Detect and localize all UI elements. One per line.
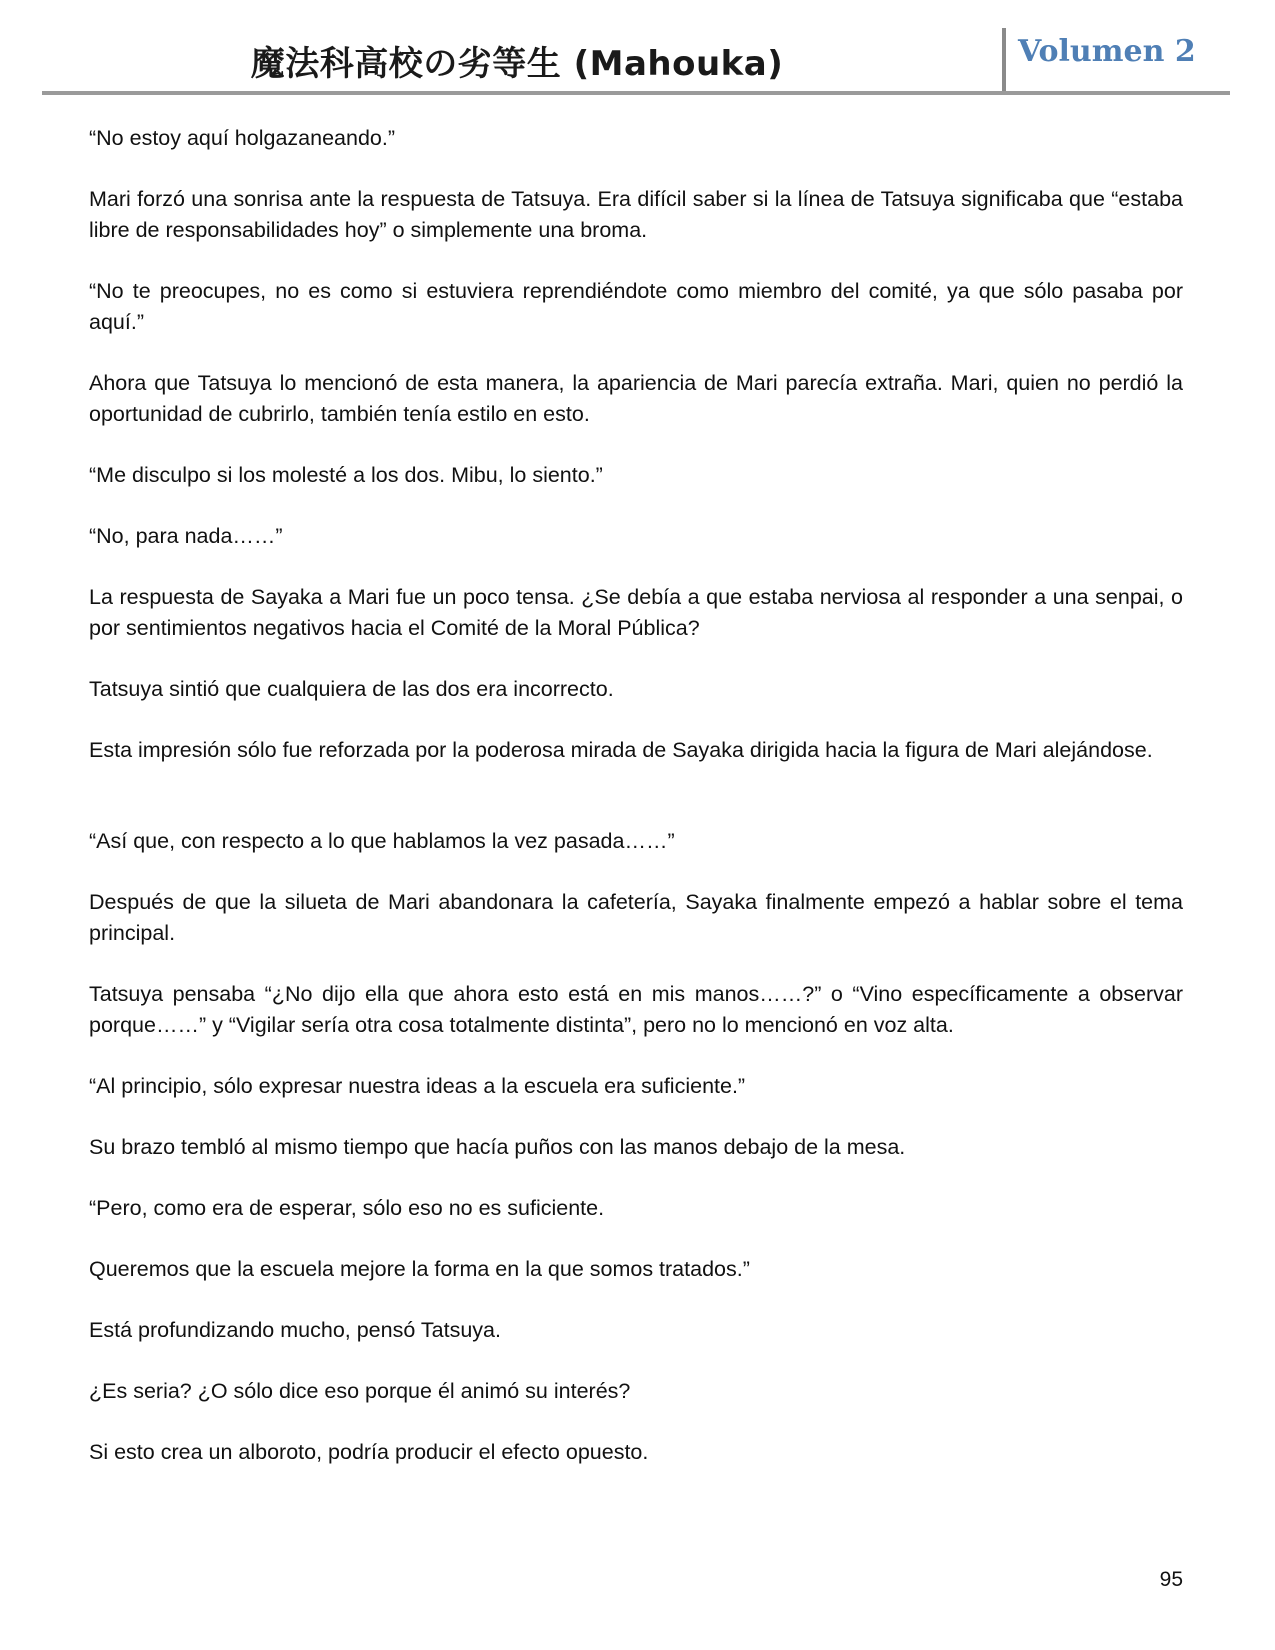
paragraph: Después de que la silueta de Mari abandonara la cafetería, Sayaka finalmente empezó a hablar sobre el tema principal. bbox=[89, 890, 1183, 945]
paragraph: “Pero, como era de esperar, sólo eso no es suficiente. bbox=[89, 1196, 605, 1220]
header-rule bbox=[42, 91, 1230, 95]
paragraph: Tatsuya sintió que cualquiera de las dos era incorrecto. bbox=[89, 677, 614, 701]
paragraph: “No, para nada……” bbox=[89, 524, 283, 548]
paragraph: Mari forzó una sonrisa ante la respuesta de Tatsuya. Era difícil saber si la línea de Tatsuya significaba que “estaba libre de responsabilidades hoy” o simplemente una broma. bbox=[89, 187, 1183, 242]
header-divider bbox=[1002, 28, 1006, 91]
paragraph: Está profundizando mucho, pensó Tatsuya. bbox=[89, 1318, 501, 1342]
paragraph: Esta impresión sólo fue reforzada por la poderosa mirada de Sayaka dirigida hacia la figura de Mari alejándose. bbox=[89, 738, 1153, 762]
page-header bbox=[42, 26, 1228, 94]
paragraph: Ahora que Tatsuya lo mencionó de esta manera, la apariencia de Mari parecía extraña. Mari, quien no perdió la oportunidad de cubrirlo, también tenía estilo en esto. bbox=[89, 371, 1183, 426]
paragraph: Queremos que la escuela mejore la forma en la que somos tratados.” bbox=[89, 1257, 750, 1281]
paragraph: “Me disculpo si los molesté a los dos. Mibu, lo siento.” bbox=[89, 463, 603, 487]
paragraph: “Así que, con respecto a lo que hablamos la vez pasada……” bbox=[89, 829, 675, 853]
paragraph: Si esto crea un alboroto, podría producir el efecto opuesto. bbox=[89, 1440, 649, 1464]
paragraph: Tatsuya pensaba “¿No dijo ella que ahora esto está en mis manos……?” o “Vino específicamente a observar porque……” y “Vigilar sería otra cosa totalmente distinta”, pero no lo mencionó en voz alta. bbox=[89, 982, 1183, 1037]
paragraph: “Al principio, sólo expresar nuestra ideas a la escuela era suficiente.” bbox=[89, 1074, 746, 1098]
paragraph: ¿Es seria? ¿O sólo dice eso porque él animó su interés? bbox=[89, 1379, 631, 1403]
paragraph: Su brazo tembló al mismo tiempo que hacía puños con las manos debajo de la mesa. bbox=[89, 1135, 906, 1159]
paragraph: “No te preocupes, no es como si estuviera reprendiéndote como miembro del comité, ya que sólo pasaba por aquí.” bbox=[89, 279, 1183, 334]
scene-break bbox=[89, 796, 1183, 826]
page-number: 95 bbox=[1159, 1568, 1183, 1591]
volume-label: Volumen 2 bbox=[1018, 34, 1196, 69]
book-title: 魔法科高校の劣等生 (Mahouka) bbox=[250, 44, 784, 84]
body-text bbox=[89, 123, 1183, 1498]
paragraph: “No estoy aquí holgazaneando.” bbox=[89, 126, 395, 150]
paragraph: La respuesta de Sayaka a Mari fue un poco tensa. ¿Se debía a que estaba nerviosa al responder a una senpai, o por sentimientos negativos hacia el Comité de la Moral Pública? bbox=[89, 585, 1183, 640]
